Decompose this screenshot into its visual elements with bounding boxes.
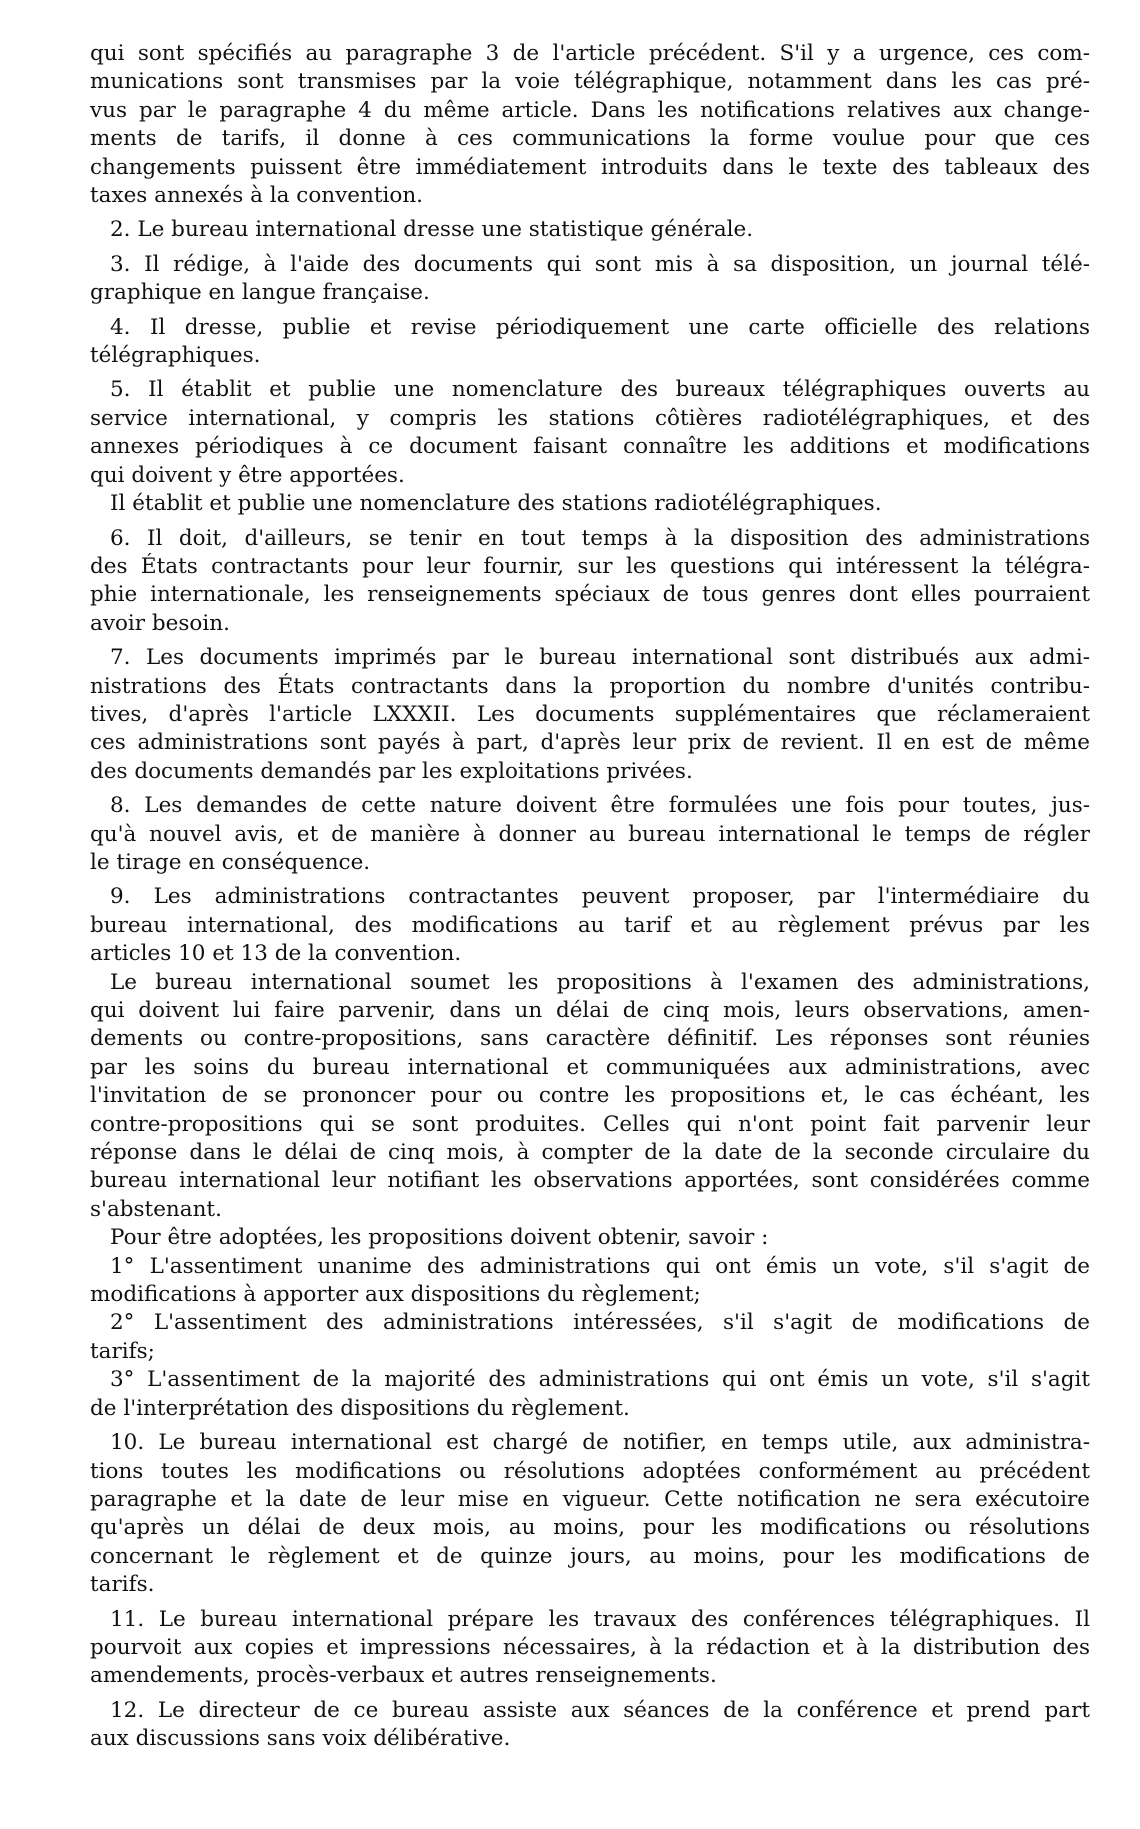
text-line: contre-propositions qui se sont produites. Celles qui n'ont point fait parvenir leur [90,1111,1090,1137]
text-line: 11. Le bureau international prépare les travaux des conférences télégraphiques. Il [110,1606,1090,1632]
text-line: service international, y compris les stations côtières radiotélégraphiques, et des [90,405,1090,431]
text-line: 6. Il doit, d'ailleurs, se tenir en tout temps à la disposition des administrations [110,525,1090,551]
text-line: tarifs; [90,1338,155,1364]
text-line: qu'à nouvel avis, et de manière à donner au bureau international le temps de régler [90,821,1090,847]
text-line: 3. Il rédige, à l'aide des documents qui sont mis à sa disposition, un journal télé- [110,251,1090,277]
text-line: 10. Le bureau international est chargé de notifier, en temps utile, aux administra- [110,1430,1090,1456]
text-line: par les soins du bureau international et communiquées aux administrations, avec [90,1054,1090,1080]
text-line: articles 10 et 13 de la convention. [90,941,462,967]
text-line: avoir besoin. [90,610,230,636]
text-line: s'abstenant. [90,1196,222,1222]
text-line: concernant le règlement et de quinze jours, au moins, pour les modifications de [90,1543,1090,1569]
text-line: graphique en langue française. [90,280,430,306]
text-line: qui sont spécifiés au paragraphe 3 de l'article précédent. S'il y a urgence, ces com- [90,41,1090,66]
text-line: changements puissent être immédiatement introduits dans le texte des tableaux des [90,154,1090,180]
text-line: 9. Les administrations contractantes peuvent proposer, par l'intermédiaire du [110,884,1090,910]
document-body [90,40,1090,1754]
text-line: phie internationale, les renseignements spéciaux de tous genres dont elles pourraient [90,582,1090,608]
text-line: bureau international, des modifications au tarif et au règlement prévus par les [90,912,1090,938]
text-line: aux discussions sans voix délibérative. [90,1726,511,1752]
text-line: dements ou contre-propositions, sans caractère définitif. Les réponses sont réunies [90,1026,1090,1052]
text-line: tarifs. [90,1572,155,1598]
text-line: 5. Il établit et publie une nomenclature des bureaux télégraphiques ouverts au [110,377,1090,403]
text-line: Pour être adoptées, les propositions doivent obtenir, savoir : [110,1225,769,1251]
text-line: 3° L'assentiment de la majorité des administrations qui ont émis un vote, s'il s'agit [110,1367,1090,1393]
text-line: 1° L'assentiment unanime des administrations qui ont émis un vote, s'il s'agit de [110,1253,1090,1279]
text-line: modifications à apporter aux dispositions du règlement; [90,1282,701,1308]
text-line: pourvoit aux copies et impressions nécessaires, à la rédaction et à la distribution des [90,1634,1090,1660]
text-line: bureau international leur notifiant les observations apportées, sont considérées comme [90,1168,1090,1194]
text-line: Il établit et publie une nomenclature des stations radiotélégraphiques. [110,491,882,517]
text-line: 2° L'assentiment des administrations intéressées, s'il s'agit de modifications de [110,1310,1090,1336]
text-line: 12. Le directeur de ce bureau assiste aux séances de la conférence et prend part [110,1697,1090,1723]
text-line: des documents demandés par les exploitations privées. [90,758,693,784]
text-line: 2. Le bureau international dresse une statistique générale. [110,217,754,243]
text-line: ments de tarifs, il donne à ces communications la forme voulue pour que ces [90,126,1090,152]
text-line: des États contractants pour leur fournir, sur les questions qui intéressent la télégra- [90,553,1090,579]
text-line: taxes annexés à la convention. [90,183,423,209]
text-line: qu'après un délai de deux mois, au moins, pour les modifications ou résolutions [90,1515,1090,1541]
text-line: télégraphiques. [90,343,261,369]
text-line: réponse dans le délai de cinq mois, à compter de la date de la seconde circulaire du [90,1140,1090,1166]
text-line: nistrations des États contractants dans la proportion du nombre d'unités contribu- [90,673,1090,699]
text-line: de l'interprétation des dispositions du règlement. [90,1395,630,1421]
text-line: 8. Les demandes de cette nature doivent être formulées une fois pour toutes, jus- [110,793,1090,819]
text-line: qui doivent y être apportées. [90,462,405,488]
text-line: munications sont transmises par la voie télégraphique, notamment dans les cas pré- [90,69,1090,95]
text-line: l'invitation de se prononcer pour ou contre les propositions et, le cas échéant, les [90,1083,1090,1109]
text-line: Le bureau international soumet les propositions à l'examen des administrations, [110,969,1090,995]
text-line: vus par le paragraphe 4 du même article. Dans les notifications relatives aux change- [90,97,1090,123]
text-line: amendements, procès-verbaux et autres renseignements. [90,1663,717,1689]
text-line: ces administrations sont payés à part, d'après leur prix de revient. Il en est de même [90,730,1090,756]
text-line: qui doivent lui faire parvenir, dans un délai de cinq mois, leurs observations, amen- [90,998,1090,1023]
text-line: 4. Il dresse, publie et revise périodiquement une carte officielle des relations [110,314,1090,340]
text-line: tives, d'après l'article LXXXII. Les documents supplémentaires que réclameraient [90,701,1090,727]
text-line: annexes périodiques à ce document faisant connaître les additions et modifications [90,434,1090,460]
text-line: 7. Les documents imprimés par le bureau international sont distribués aux admi- [110,645,1090,671]
text-line: paragraphe et la date de leur mise en vigueur. Cette notification ne sera exécutoire [90,1486,1090,1512]
text-line: tions toutes les modifications ou résolutions adoptées conformément au précédent [90,1458,1090,1484]
text-line: le tirage en conséquence. [90,849,371,875]
